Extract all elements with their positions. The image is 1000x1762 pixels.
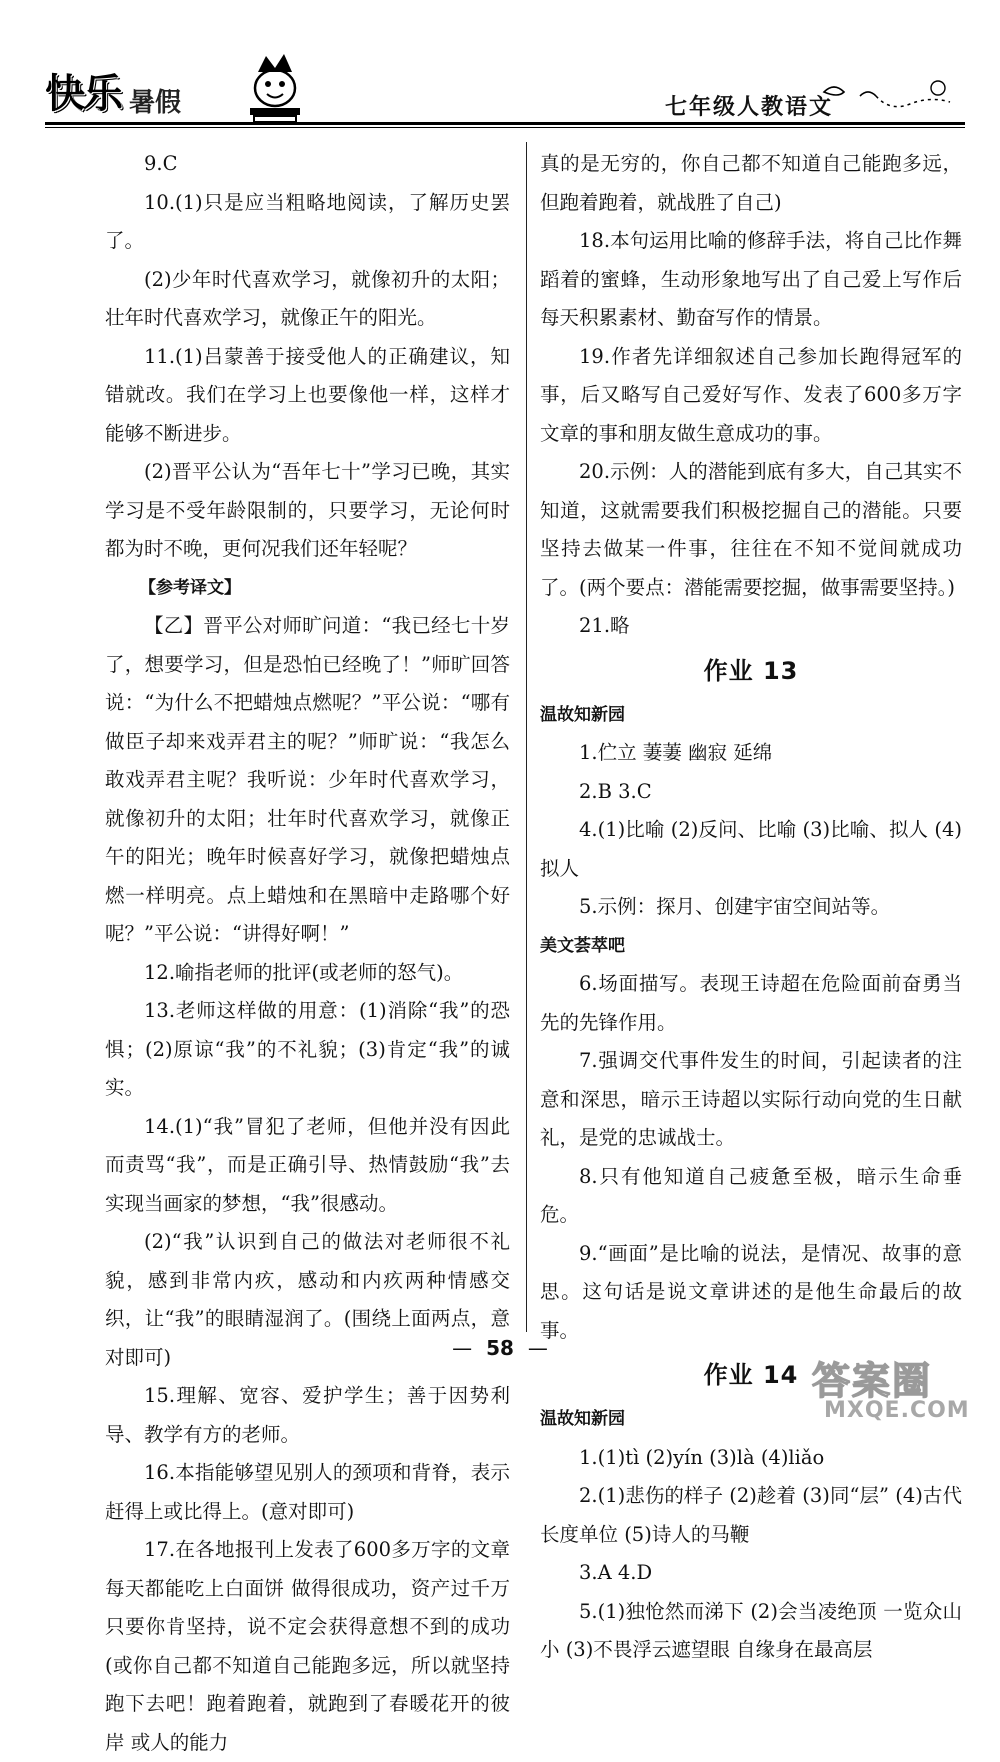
answer-11-1: 11.(1)吕蒙善于接受他人的正确建议，知错就改。我们在学习上也要像他一样，这样才能够不断进步。: [105, 344, 510, 445]
watermark-logo-text: 答案圈: [812, 1359, 933, 1403]
answer-18: 18.本句运用比喻的修辞手法，将自己比作舞蹈着的蜜蜂，生动形象地写出了自己爱上写作后每天积累素材、勤奋写作的情景。: [540, 229, 962, 329]
homework-14-heading: 作业 14: [703, 1361, 799, 1389]
hw13-answer-1: 1.伫立 萋萋 幽寂 延绵: [579, 741, 773, 764]
homework-13-heading: 作业 13: [703, 656, 799, 685]
answer-17-continued: 真的是无穷的，你自己都不知道自己能跑多远，但跑着跑着，就战胜了自己): [540, 152, 962, 214]
page-number: — 58 —: [452, 1336, 548, 1360]
section-essay-heading: 美文荟萃吧: [540, 935, 625, 956]
logo-sub-text: 暑假: [129, 88, 182, 118]
hw13-answer-2-3: 2.B 3.C: [579, 779, 652, 803]
hw14-answer-2: 2.(1)悲伤的样子 (2)趁着 (3)同“层” (4)古代长度单位 (5)诗人的马鞭: [540, 1484, 962, 1546]
reference-translation-title: 【参考译文】: [139, 577, 241, 598]
answer-12: 12.喻指老师的批评(或老师的怒气)。: [144, 960, 464, 984]
hw13-answer-8: 8.只有他知道自己疲惫至极，暗示生命垂危。: [540, 1164, 962, 1226]
answer-10-1: 10.(1)只是应当粗略地阅读，了解历史罢了。: [105, 190, 510, 252]
answer-19: 19.作者先详细叙述自己参加长跑得冠军的事，后又略写自己爱好写作、发表了600多万字文章的事和朋友做生意成功的事。: [540, 344, 962, 445]
site-watermark: [812, 1350, 990, 1430]
hw13-answer-4: 4.(1)比喻 (2)反问、比喻 (3)比喻、拟人 (4)拟人: [540, 818, 962, 880]
left-column: [105, 145, 510, 1762]
answer-17: 17.在各地报刊上发表了600多万字的文章 每天都能吃上白面饼 做得很成功，资产过千万 只要你肯坚持，说不定会获得意想不到的成功(或你自己都不知道自己能跑多远，所以就坚持跑下去吧！跑着跑着，就跑到了春暖花开的彼岸 或人的能力: [105, 1538, 510, 1754]
answer-10-2: (2)少年时代喜欢学习，就像初升的太阳；壮年时代喜欢学习，就像正午的阳光。: [105, 267, 510, 329]
right-column: [540, 145, 962, 1670]
answer-11-2: (2)晋平公认为“吾年七十”学习已晚，其实学习是不受年龄限制的，只要学习，无论何时都为时不晚，更何况我们还年轻呢？: [105, 460, 510, 560]
page-header: [0, 0, 1000, 140]
logo-main-text: 快乐: [45, 71, 121, 117]
bird-doodle-icon: [820, 78, 960, 118]
answer-21: 21.略: [579, 614, 630, 637]
header-rule-thin: [45, 127, 965, 128]
mascot-icon: [240, 48, 310, 126]
watermark-url: MXQE.COM: [824, 1398, 970, 1423]
answer-14-2: (2)“我”认识到自己的做法对老师很不礼貌，感到非常内疚，感动和内疚两种情感交织，让“我”的眼睛湿润了。(围绕上面两点，意对即可): [105, 1230, 510, 1369]
hw14-answer-1: 1.(1)tì (2)yín (3)là (4)liǎo: [579, 1445, 825, 1469]
answer-16: 16.本指能够望见别人的颈项和背脊，表示赶得上或比得上。(意对即可): [105, 1461, 510, 1523]
page-number-value: 58: [486, 1336, 514, 1360]
answer-14-1: 14.(1)“我”冒犯了老师，但他并没有因此而责骂“我”，而是正确引导、热情鼓励“我”去实现当画家的梦想，“我”很感动。: [105, 1114, 510, 1215]
hw13-answer-5: 5.示例：探月、创建宇宙空间站等。: [579, 895, 891, 918]
grade-subject-label: 七年级人教语文: [665, 95, 834, 120]
answer-9: 9.C: [144, 152, 178, 175]
answer-15: 15.理解、宽容、爱护学生；善于因势利导、教学有方的老师。: [105, 1384, 510, 1446]
hw13-answer-6: 6.场面描写。表现王诗超在危险面前奋勇当先的先锋作用。: [540, 972, 962, 1034]
hw14-answer-5: 5.(1)独怆然而涕下 (2)会当凌绝顶 一览众山小 (3)不畏浮云遮望眼 自缘身在最高层: [540, 1599, 962, 1661]
hw13-answer-9: 9.“画面”是比喻的说法，是情况、故事的意思。这句话是说文章讲述的是他生命最后的故事。: [540, 1241, 962, 1342]
hw14-answer-3-4: 3.A 4.D: [579, 1561, 653, 1584]
section-review-heading-2: 温故知新园: [540, 1409, 625, 1429]
hw13-answer-7: 7.强调交代事件发生的时间，引起读者的注意和深思，暗示王诗超以实际行动向党的生日献礼，是党的忠诚战士。: [540, 1049, 962, 1149]
reference-translation-text: 【乙】晋平公对师旷问道：“我已经七十岁了，想要学习，但是恐怕已经晚了！”师旷回答说：“为什么不把蜡烛点燃呢？”平公说：“哪有做臣子却来戏弄君主的呢？”师旷说：“我怎么敢戏弄君主呢？我听说：少年时代喜欢学习，就像初升的太阳；壮年时代喜欢学习，就像正午的阳光；晚年时候喜好学习，就像把蜡烛点燃一样明亮。点上蜡烛和在黑暗中走路哪个好呢？”平公说：“讲得好啊！”: [105, 614, 510, 945]
answer-13: 13.老师这样做的用意：(1)消除“我”的恐惧；(2)原谅“我”的不礼貌；(3)肯定“我”的诚实。: [105, 999, 510, 1099]
section-review-heading: 温故知新园: [540, 704, 625, 725]
brand-logo: [45, 62, 181, 119]
header-rule: [45, 122, 965, 125]
column-divider: [526, 142, 527, 1332]
answer-20: 20.示例：人的潜能到底有多大，自己其实不知道，这就需要我们积极挖掘自己的潜能。只要坚持去做某一件事，往往在不知不觉间就成功了。(两个要点：潜能需要挖掘，做事需要坚持。): [540, 460, 962, 599]
